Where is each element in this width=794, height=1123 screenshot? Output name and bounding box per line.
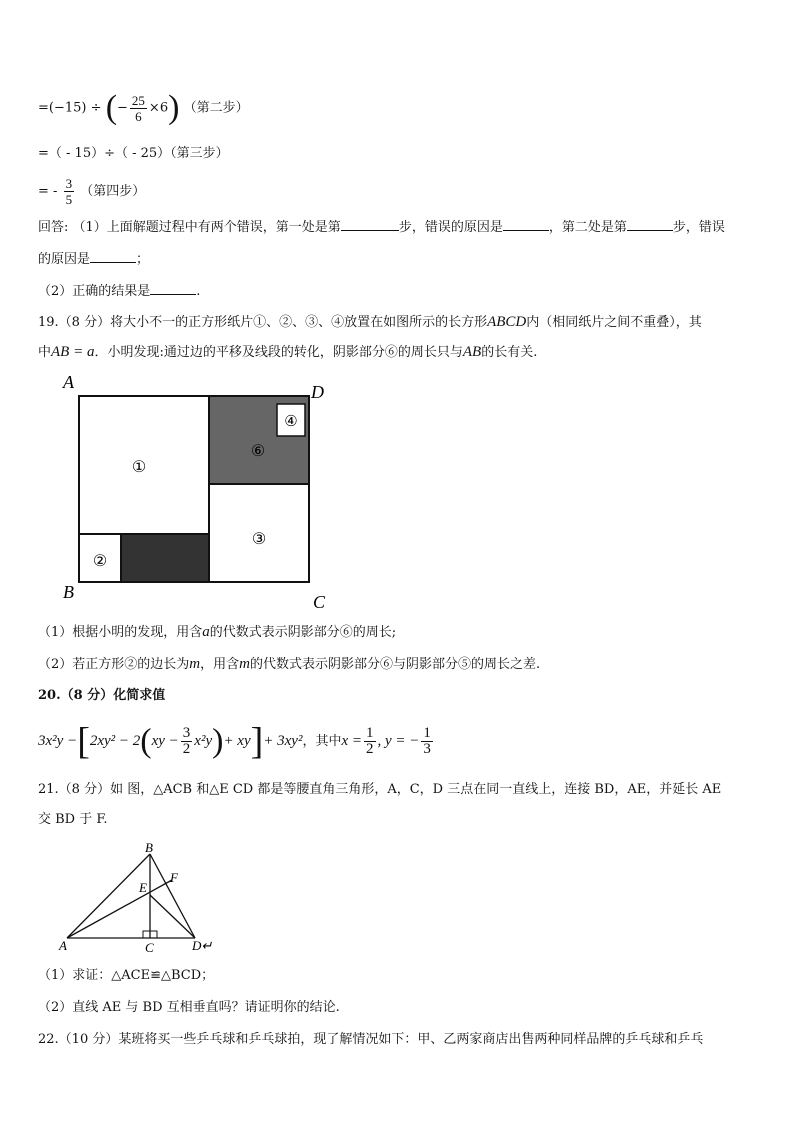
q19-sub2 [38,654,540,675]
point-d: D↵ [192,938,213,953]
expr-part: 2xy² − 2 [89,733,141,749]
blank[interactable] [150,281,196,295]
label-6: ⑥ [250,443,266,460]
point-c: C [145,940,154,955]
q19-line2 [38,342,537,363]
paren-right: ) [212,722,224,760]
paren-left: ( [140,722,152,760]
math-a: a [202,624,210,640]
numerator: 1 [423,725,431,742]
vertex-c: C [313,592,326,612]
q21-sub1: （1）求证：△ACE≌△BCD； [38,968,215,983]
text: ，其中 [302,734,342,749]
fraction-1-2 [364,726,376,757]
expr-part: xy − [151,733,179,749]
point-f: F [170,870,178,885]
answer-prefix: 回答: [38,220,69,235]
math-ab: AB [462,344,482,360]
vertex-b: B [63,582,74,602]
q18-part1-line2 [38,249,149,270]
blank[interactable] [627,217,673,231]
math-m: m [239,656,250,672]
math-abcd: ABCD [487,314,527,330]
numerator: 25 [131,92,145,108]
label-3: ③ [251,531,267,548]
number: −15 [53,100,82,116]
text: ； [136,252,150,267]
math-m: m [189,656,201,672]
label-5: ⑤ [157,553,173,570]
vertex-a: A [63,372,74,392]
blank[interactable] [90,249,136,263]
expr-part: 3x²y − [38,733,78,749]
point-e: E [139,880,147,895]
label-4: ④ [284,414,298,430]
paren: ) [81,100,87,116]
line-ab [67,854,150,938]
fraction-25-6 [130,93,147,124]
expr-part: + 3xy² [263,733,303,749]
q20-expression [38,716,435,766]
step-label: （第四步） [80,184,146,199]
step2-line [38,88,249,128]
expr-part: x²y [194,733,213,749]
denominator: 3 [423,741,431,758]
text: （2）正确的结果是 [38,284,151,299]
denominator: 5 [65,192,73,207]
fraction-3-5 [64,176,75,207]
big-left-paren: ( [105,89,118,126]
denominator: 2 [366,741,374,758]
q19-line1 [38,312,702,333]
bracket-left: [ [77,720,90,763]
expr-part: x = [341,733,363,749]
blank[interactable] [341,217,399,231]
line-bd [150,854,195,938]
point-b: B [145,840,153,855]
paren: ( [48,100,54,116]
q21-line2: 交 BD 于 F. [38,812,108,827]
text: 内（相同纸片之间不重叠），其 [526,315,702,330]
q21-line1: 21.（8 分）如 图，△ACB 和△E CD 都是等腰直角三角形，A，C，D 三点在同一直线上，连接 BD，AE，并延长 AE [38,782,722,797]
text: 19.（8 分）将大小不一的正方形纸片①、②、③、④放置在如图所示的长方形 [38,315,488,330]
text: （1）上面解题过程中有两个错误，第一处是第 [72,220,341,235]
equals-sign: = [38,100,49,116]
step3-line: =（ - 15）÷（ - 25）（第三步） [38,146,229,161]
vertex-d: D [311,382,324,402]
q21-figure [55,840,225,958]
text: ，用含 [200,657,240,672]
q18-part1-line1 [38,217,725,238]
point-a: A [59,938,67,953]
math-ab-eq-a: AB = a [51,344,95,360]
text: 中 [38,345,52,360]
denominator: 6 [135,108,142,124]
line-af [67,880,172,938]
fraction-1-3 [421,726,433,757]
q19-sub1 [38,622,396,643]
fraction-3-2 [181,726,193,757]
text: 的代数式表示阴影部分⑥与阴影部分⑤的周长之差. [249,657,541,672]
text: （1）根据小明的发现，用含 [38,625,203,640]
times-six: ×6 [148,100,169,116]
step-label: （第二步） [183,100,249,116]
text: 的长有关. [481,345,538,360]
minus-sign: − [117,100,128,116]
equals-minus: = - [38,184,58,199]
text: . [196,284,201,299]
q20-title: 20.（8 分）化简求值 [38,688,166,703]
expr-part: + xy [223,733,251,749]
text: 步，错误的原因是 [398,220,503,235]
numerator: 3 [65,176,73,191]
divide-sign: ÷ [90,100,102,116]
q21-sub2: （2）直线 AE 与 BD 互相垂直吗？请证明你的结论. [38,1000,340,1015]
text: ，第二处是第 [548,220,627,235]
expr-part: , y = − [377,733,420,749]
blank[interactable] [503,217,549,231]
q19-figure [55,370,345,615]
text: ．小明发现:通过边的平移及线段的转化，阴影部分⑥的周长只与 [94,345,463,360]
denominator: 2 [182,741,191,758]
step4-line [38,172,145,212]
numerator: 1 [366,725,374,742]
big-right-paren: ) [168,89,180,126]
bracket-right: ] [250,720,264,763]
label-1: ① [131,459,147,476]
text: 的代数式表示阴影部分⑥的周长; [209,625,397,640]
label-2: ② [92,553,108,570]
q22-line1: 22.（10 分）某班将买一些乒乓球和乒乓球拍，现了解情况如下：甲、乙两家商店出售两种同样品牌的乒乓球和乒乓 [38,1032,704,1047]
q18-part2 [38,281,200,302]
text: 步，错误 [672,220,725,235]
numerator: 3 [182,725,191,742]
text: （2）若正方形②的边长为 [38,657,190,672]
text: 的原因是 [38,252,91,267]
